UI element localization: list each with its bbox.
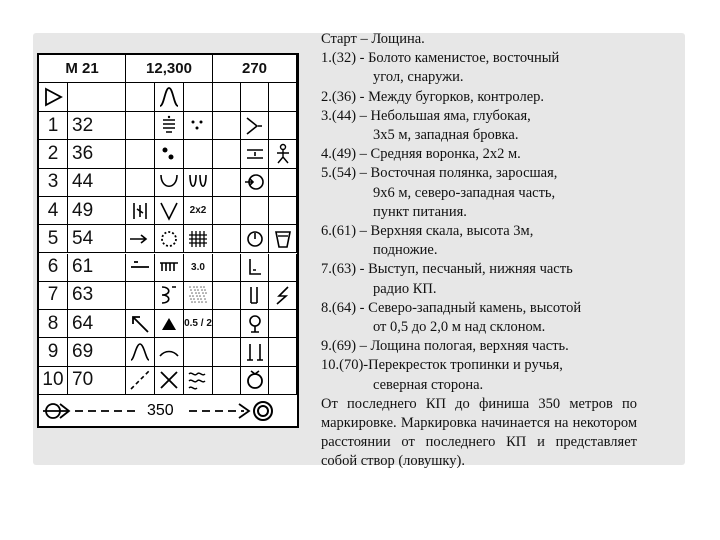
control-7-cont: радио КП. xyxy=(373,280,437,297)
control-6-cont: подножие. xyxy=(373,242,438,259)
appearance-icon xyxy=(186,283,210,307)
control-10-line: 10.(70)-Перекресток тропинки и ручья, xyxy=(321,357,563,374)
course-description-text xyxy=(321,30,637,472)
appearance-icon xyxy=(186,114,210,138)
appearance-cell xyxy=(184,225,213,253)
location-icon xyxy=(243,312,267,336)
dimension-cell xyxy=(213,254,241,282)
which-feature-icon xyxy=(128,340,152,364)
dimension-cell xyxy=(213,225,241,253)
appearance-icon xyxy=(186,368,210,392)
control-10-cont: северная сторона. xyxy=(373,376,484,393)
finish-paragraph: От последнего КП до финиша 350 метров по маркировке. Маркировка начинается на некотором расстоянии от последнего КП и представляет собой створ (ловушку). xyxy=(321,395,637,470)
which-feature-cell xyxy=(126,310,155,338)
start-line: Старт – Лощина. xyxy=(321,31,425,47)
feature-icon xyxy=(157,312,181,336)
location-cell xyxy=(241,367,269,395)
feature-cell xyxy=(155,254,184,282)
feature-icon xyxy=(157,283,181,307)
feature-cell xyxy=(155,338,184,366)
other-info-cell xyxy=(269,197,297,225)
other-info-icon xyxy=(271,142,295,166)
other-info-cell xyxy=(269,254,297,282)
which-feature-icon xyxy=(128,199,152,223)
control-code: 70 xyxy=(68,367,126,395)
start-c9 xyxy=(269,83,297,112)
which-feature-icon xyxy=(128,312,152,336)
other-info-cell xyxy=(269,282,297,310)
control-number: 1 xyxy=(39,112,68,140)
control-8-cont: от 0,5 до 2,0 м над склоном. xyxy=(373,319,546,336)
control-5-line: 5.(54) – Восточная полянка, заросшая, xyxy=(321,165,558,182)
feature-cell xyxy=(155,112,184,140)
finish-distance: 350 xyxy=(147,402,174,419)
control-5-cont2: пункт питания. xyxy=(373,203,467,220)
start-c8 xyxy=(241,83,269,112)
which-feature-cell xyxy=(126,197,155,225)
appearance-cell xyxy=(184,367,213,395)
other-info-cell xyxy=(269,225,297,253)
location-cell xyxy=(241,282,269,310)
which-feature-cell xyxy=(126,112,155,140)
control-number: 9 xyxy=(39,338,68,366)
control-7-line: 7.(63) - Выступ, песчаный, нижняя часть xyxy=(321,261,573,278)
feature-cell xyxy=(155,367,184,395)
which-feature-icon xyxy=(128,255,152,279)
appearance-cell xyxy=(184,112,213,140)
feature-icon xyxy=(157,170,181,194)
control-code: 44 xyxy=(68,169,126,197)
dimension-cell xyxy=(213,112,241,140)
other-info-cell xyxy=(269,169,297,197)
control-number: 5 xyxy=(39,225,68,253)
appearance-cell xyxy=(184,282,213,310)
control-code: 36 xyxy=(68,140,126,168)
other-info-cell xyxy=(269,338,297,366)
start-cell xyxy=(68,83,126,112)
location-icon xyxy=(243,170,267,194)
start-triangle-icon xyxy=(39,83,68,112)
control-8-line: 8.(64) - Северо-западный камень, высотой xyxy=(321,299,582,316)
control-description-sheet xyxy=(37,53,299,428)
feature-cell xyxy=(155,225,184,253)
control-code: 64 xyxy=(68,310,126,338)
control-6-line: 6.(61) – Верхняя скала, высота 3м, xyxy=(321,223,534,240)
control-number: 8 xyxy=(39,310,68,338)
control-code: 63 xyxy=(68,282,126,310)
dimension-cell xyxy=(213,338,241,366)
control-3-cont: 3х5 м, западная бровка. xyxy=(373,127,519,144)
appearance-cell xyxy=(184,338,213,366)
dimension-cell xyxy=(213,169,241,197)
other-info-cell xyxy=(269,310,297,338)
which-feature-cell xyxy=(126,367,155,395)
control-code: 61 xyxy=(68,254,126,282)
feature-cell xyxy=(155,140,184,168)
location-cell xyxy=(241,112,269,140)
other-info-icon xyxy=(271,283,295,307)
control-1-line: 1.(32) - Болото каменистое, восточный xyxy=(321,50,560,67)
location-icon xyxy=(243,283,267,307)
dimension-cell xyxy=(213,197,241,225)
course-climb: 270 xyxy=(213,55,297,83)
control-1-cont: угол, снаружи. xyxy=(373,69,464,86)
control-number: 7 xyxy=(39,282,68,310)
appearance-cell xyxy=(184,140,213,168)
location-icon xyxy=(243,227,267,251)
location-cell xyxy=(241,310,269,338)
feature-icon xyxy=(157,199,181,223)
location-cell xyxy=(241,225,269,253)
control-code: 69 xyxy=(68,338,126,366)
control-code: 54 xyxy=(68,225,126,253)
start-feature-cell xyxy=(126,83,155,112)
control-3-line: 3.(44) – Небольшая яма, глубокая, xyxy=(321,107,531,124)
event-code: М 21 xyxy=(39,55,126,83)
control-code: 49 xyxy=(68,197,126,225)
location-cell xyxy=(241,338,269,366)
location-cell xyxy=(241,140,269,168)
control-number: 2 xyxy=(39,140,68,168)
control-number: 6 xyxy=(39,254,68,282)
location-cell xyxy=(241,197,269,225)
other-info-cell xyxy=(269,112,297,140)
location-cell xyxy=(241,254,269,282)
control-code: 32 xyxy=(68,112,126,140)
which-feature-cell xyxy=(126,254,155,282)
other-info-icon xyxy=(271,227,295,251)
which-feature-cell xyxy=(126,140,155,168)
location-cell xyxy=(241,169,269,197)
control-5-cont: 9х6 м, северо-западная часть, xyxy=(373,184,556,201)
location-icon xyxy=(243,114,267,138)
feature-icon xyxy=(157,255,181,279)
control-number: 3 xyxy=(39,169,68,197)
start-c6 xyxy=(184,83,213,112)
feature-icon xyxy=(157,368,181,392)
re-entrant-icon xyxy=(155,83,184,112)
location-icon xyxy=(243,368,267,392)
which-feature-cell xyxy=(126,169,155,197)
location-icon xyxy=(243,255,267,279)
which-feature-icon xyxy=(128,227,152,251)
appearance-icon xyxy=(186,227,210,251)
dimension-cell xyxy=(213,282,241,310)
dimension-cell xyxy=(213,140,241,168)
control-number: 10 xyxy=(39,367,68,395)
feature-cell xyxy=(155,282,184,310)
start-c7 xyxy=(213,83,241,112)
appearance-cell xyxy=(184,169,213,197)
other-info-cell xyxy=(269,140,297,168)
dimension-cell xyxy=(213,367,241,395)
course-length: 12,300 xyxy=(126,55,213,83)
control-4-line: 4.(49) – Средняя воронка, 2х2 м. xyxy=(321,146,521,163)
dimension-cell xyxy=(213,310,241,338)
feature-cell xyxy=(155,169,184,197)
which-feature-cell xyxy=(126,282,155,310)
control-9-line: 9.(69) – Лощина пологая, верхняя часть. xyxy=(321,338,569,355)
which-feature-icon xyxy=(128,368,152,392)
which-feature-cell xyxy=(126,225,155,253)
feature-icon xyxy=(157,142,181,166)
control-number: 4 xyxy=(39,197,68,225)
feature-icon xyxy=(157,340,181,364)
appearance-cell: 2x2 xyxy=(184,197,213,225)
location-icon xyxy=(243,142,267,166)
feature-icon xyxy=(157,227,181,251)
location-icon xyxy=(243,340,267,364)
feature-icon xyxy=(157,114,181,138)
appearance-cell: 0.5 / 2 xyxy=(184,310,213,338)
appearance-cell: 3.0 xyxy=(184,254,213,282)
which-feature-cell xyxy=(126,338,155,366)
feature-cell xyxy=(155,197,184,225)
appearance-icon xyxy=(186,170,210,194)
other-info-cell xyxy=(269,367,297,395)
control-2-line: 2.(36) - Между бугорков, контролер. xyxy=(321,88,545,105)
finish-row xyxy=(39,395,297,427)
feature-cell xyxy=(155,310,184,338)
